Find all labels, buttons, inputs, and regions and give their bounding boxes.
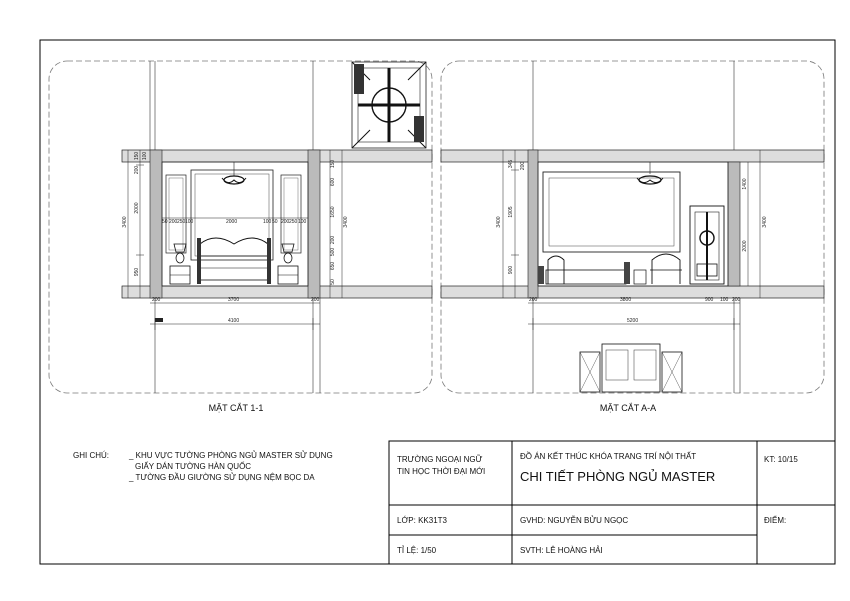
cabinet-row-lower (580, 344, 682, 392)
sofa-elevation (538, 256, 630, 284)
dim-left-r-1: 1650 (330, 206, 336, 218)
note-line: _ KHU VỰC TƯỜNG PHÒNG NGỦ MASTER SỬ DỤNG (129, 451, 333, 460)
note-line: GIẤY DÁN TƯỜNG HÀN QUỐC (135, 462, 252, 471)
door-panel-right (690, 206, 724, 284)
armchair-elevation (634, 254, 682, 284)
score-field: ĐIỂM: (764, 516, 787, 525)
note-line: _ TƯỜNG ĐẦU GIƯỜNG SỬ DỤNG NỆM BỌC DA (129, 473, 315, 482)
dim-right-b-1: 3800 (620, 297, 632, 303)
dim-left-h-1: 200 (169, 219, 178, 225)
dim-right-b-4: 200 (732, 297, 741, 303)
dim-left-h-9: 100 (298, 219, 307, 225)
dim-left-v-4: 950 (134, 267, 140, 277)
chandelier-left (222, 162, 246, 184)
wall-panel-large (543, 172, 680, 252)
chandelier-right (637, 162, 663, 184)
dim-left-r-7: 50 (330, 279, 336, 285)
dim-left-h-6: 50 (272, 219, 278, 225)
dim-right-v-3: 900 (508, 265, 514, 275)
dim-right-b-3: 100 (720, 297, 729, 303)
dim-left-total: 4100 (228, 318, 240, 324)
dim-left-v-3: 2000 (134, 202, 140, 214)
dim-left-h-2: 250 (177, 219, 186, 225)
dim-right-outer: 3400 (496, 216, 502, 228)
drawing-title: CHI TIẾT PHÒNG NGỦ MASTER (520, 469, 716, 484)
dim-right-total: 5200 (627, 318, 639, 324)
dim-right-v-0: 345 (508, 159, 514, 169)
dim-left-b-0: 200 (152, 297, 161, 303)
view-viewport-left (49, 61, 432, 393)
student-field: SVTH: LÊ HOÀNG HẢI (520, 546, 603, 555)
dim-left-r-0: 3400 (343, 216, 349, 228)
dim-left-h-3: 100 (185, 219, 194, 225)
section-view-a-a (441, 61, 824, 413)
dim-left-r-2: 200 (330, 235, 336, 245)
dim-right-r-2: 2000 (742, 240, 748, 252)
view-label-left: MẶT CẮT 1-1 (208, 403, 264, 413)
project-name: ĐỒ ÁN KẾT THÚC KHÓA TRANG TRÍ NỘI THẤT (520, 452, 697, 461)
dim-left-r-3: 600 (330, 177, 336, 187)
class-field: LỚP: KK31T3 (397, 516, 447, 525)
bed-elevation (197, 238, 271, 284)
section-view-1-1 (49, 61, 432, 413)
dim-left-h-8: 250 (289, 219, 298, 225)
dim-right-r-1: 3400 (762, 216, 768, 228)
dim-left-v-1: 100 (142, 151, 148, 161)
ornament-panel-upper-left (352, 62, 426, 148)
dim-left-b-1: 3700 (228, 297, 240, 303)
dim-left-outer: 3400 (122, 216, 128, 228)
dim-left-h-7: 200 (281, 219, 290, 225)
dim-right-v-2: 1905 (508, 206, 514, 218)
dim-left-v-2: 200 (134, 165, 140, 175)
notes-block (73, 450, 333, 483)
school-name-line1: TRƯỜNG NGOẠI NGỮ (397, 455, 483, 464)
dim-left-h-4: 2000 (226, 219, 238, 225)
dim-right-v-1: 200 (520, 161, 526, 171)
view-label-right: MẶT CẮT A-A (599, 403, 657, 413)
dim-left-r-4: 500 (330, 247, 336, 257)
dim-left-b-2: 200 (311, 297, 320, 303)
sheet-number: KT: 10/15 (764, 455, 798, 464)
dim-right-r-0: 1400 (742, 178, 748, 190)
dim-right-b-0: 200 (529, 297, 538, 303)
school-name-line2: TIN HỌC THỜI ĐẠI MỚI (397, 467, 486, 476)
dim-left-v-0: 150 (134, 151, 140, 161)
scale-field: TỈ LỆ: 1/50 (397, 546, 437, 555)
dim-left-h-5: 100 (263, 219, 272, 225)
dim-right-b-2: 900 (705, 297, 714, 303)
instructor-field: GVHD: NGUYỄN BỬU NGỌC (520, 516, 629, 525)
dim-left-r-6: 150 (330, 159, 336, 169)
dim-left-r-5: 650 (330, 261, 336, 271)
dim-left-h-0: 50 (162, 219, 168, 225)
notes-heading: GHI CHÚ: (73, 451, 109, 460)
dim-left-h-top (162, 219, 307, 225)
